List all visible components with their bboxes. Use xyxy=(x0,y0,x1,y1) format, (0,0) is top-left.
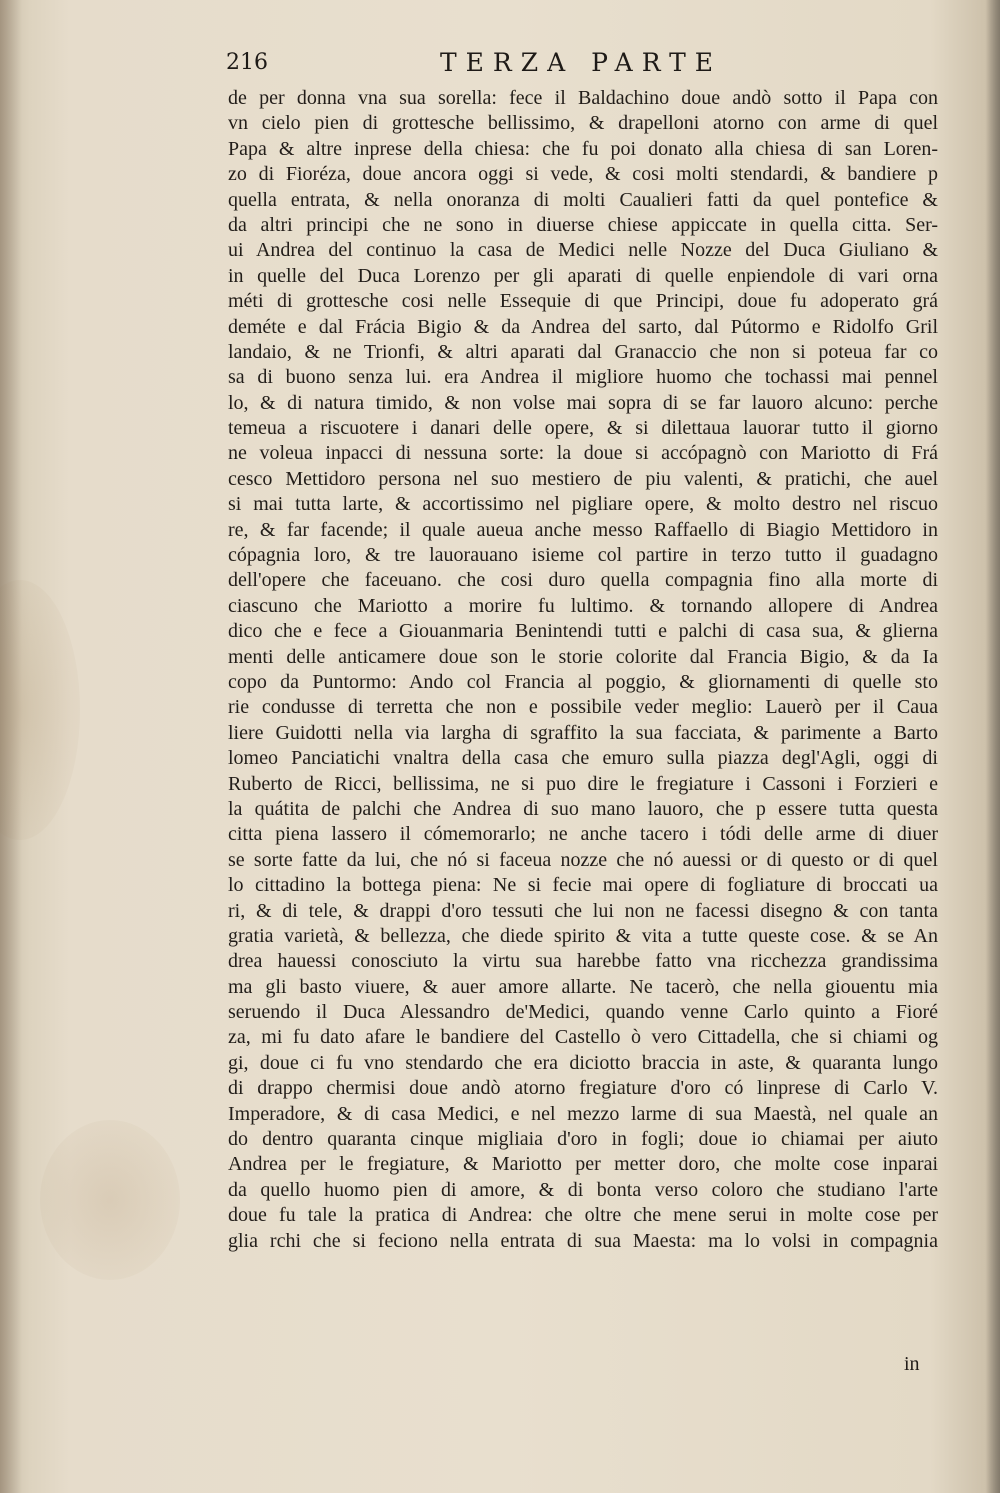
body-text xyxy=(228,86,938,1254)
paper-stain xyxy=(40,1120,180,1280)
text-line: re, & far facende; il quale aueua anche messo Raffaello di Biagio Mettidoro in xyxy=(228,518,938,541)
text-line: temeua a riscuotere i danari delle opere, & si dilettaua lauorar tutto il giorno xyxy=(228,417,938,440)
text-line: da altri principi che ne sono in diuerse chiese appiccate in quella citta. Ser- xyxy=(228,213,938,236)
text-line: lo cittadino la bottega piena: Ne si fecie mai opere di fogliature di broccati ua xyxy=(228,874,938,897)
text-line: cópagnia loro, & tre lauorauano isieme col partire in terzo tutto il guadagno xyxy=(228,544,938,567)
text-line: lomeo Panciatichi vnaltra della casa che emuro sulla piazza degl'Agli, oggi di xyxy=(228,747,938,770)
text-line: seruendo il Duca Alessandro de'Medici, quando venne Carlo quinto a Fioré xyxy=(228,1001,938,1024)
text-line: de per donna vna sua sorella: fece il Baldachino doue andò sotto il Papa con xyxy=(228,87,938,109)
text-line: za, mi fu dato afare le bandiere del Castello ò vero Cittadella, che si chiami og xyxy=(228,1026,938,1049)
text-line: di drappo chermisi doue andò atorno fregiature d'oro có linprese di Carlo V. xyxy=(228,1077,938,1100)
text-line: drea hauessi conosciuto la virtu sua harebbe fatto vna ricchezza grandissima xyxy=(228,950,938,973)
text-line: la quátita de palchi che Andrea di suo mano lauoro, che p essere tutta questa xyxy=(228,797,938,820)
text-line: liere Guidotti nella via largha di sgraffito la sua facciata, & parimente a Barto xyxy=(228,721,938,744)
text-line: in quelle del Duca Lorenzo per gli aparati di quelle enpiendole di vari orna xyxy=(228,264,938,287)
text-line: gratia varietà, & bellezza, che diede spirito & vita a tutte queste cose. & se An xyxy=(228,924,938,947)
catchword: in xyxy=(904,1353,920,1375)
text-line: se sorte fatte da lui, che nó si faceua nozze che nó auessi or di questo or di quel xyxy=(228,848,938,871)
text-line: quella entrata, & nella onoranza di molti Caualieri fatti da quel pontefice & xyxy=(228,188,938,211)
text-line: dell'opere che faceuano. che cosi duro quella compagnia fino alla morte di xyxy=(228,569,938,592)
text-line: ri, & di tele, & drappi d'oro tessuti che lui non ne facessi disegno & con tanta xyxy=(228,899,938,922)
text-line: rie condusse di terretta che non e possibile veder meglio: Lauerò per il Caua xyxy=(228,696,938,719)
text-line: glia rchi che si feciono nella entrata di sua Maesta: ma lo volsi in compagnia xyxy=(228,1229,938,1252)
text-line: vn cielo pien di grottesche bellissimo, & drapelloni atorno con arme di quel xyxy=(228,112,938,135)
text-line: ne voleua inpacci di nessuna sorte: la doue si accópagnò con Mariotto di Frá xyxy=(228,442,938,465)
text-line: cesco Mettidoro persona nel suo mestiero de piu valenti, & pratichi, che auel xyxy=(228,467,938,490)
text-line: copo da Puntormo: Ando col Francia al poggio, & gliornamenti di quelle sto xyxy=(228,670,938,693)
text-line: zo di Fioréza, doue ancora oggi si vede, & cosi molti stendardi, & bandiere p xyxy=(228,163,938,186)
text-line: lo, & di natura timido, & non volse mai sopra di se far lauoro alcuno: perche xyxy=(228,391,938,414)
page-edge xyxy=(986,0,1000,1493)
text-line: Ruberto de Ricci, bellissima, ne si puo dire le fregiature i Cassoni i Forzieri e xyxy=(228,772,938,795)
text-line: sa di buono senza lui. era Andrea il migliore huomo che tochassi mai pennel xyxy=(228,366,938,389)
text-line: citta piena lassero il cómemorarlo; ne anche tacero i tódi delle arme di diuer xyxy=(228,823,938,846)
text-line: si mai tutta larte, & accortissimo nel pigliare opere, & molto destro nel riscuo xyxy=(228,493,938,516)
text-line: landaio, & ne Trionfi, & altri aparati dal Granaccio che non si poteua far co xyxy=(228,340,938,363)
text-line: gi, doue ci fu vno stendardo che era diciotto braccia in aste, & quaranta lungo xyxy=(228,1051,938,1074)
text-line: méti di grottesche cosi nelle Essequie di que Principi, doue fu adoperato grá xyxy=(228,290,938,313)
text-line: ui Andrea del continuo la casa de Medici nelle Nozze del Duca Giuliano & xyxy=(228,239,938,262)
text-line: Andrea per le fregiature, & Mariotto per metter doro, che molte cose inparai xyxy=(228,1153,938,1176)
text-line: da quello huomo pien di amore, & di bonta verso coloro che studiano l'arte xyxy=(228,1178,938,1201)
text-line: doue fu tale la pratica di Andrea: che oltre che mene serui in molte cose per xyxy=(228,1204,938,1227)
text-line: menti delle anticamere doue son le storie colorite dal Francia Bigio, & da Ia xyxy=(228,645,938,668)
text-line: Imperadore, & di casa Medici, e nel mezzo larme di sua Maestà, nel quale an xyxy=(228,1102,938,1125)
paper-stain xyxy=(0,580,80,840)
text-line: Papa & altre inprese della chiesa: che fu poi donato alla chiesa di san Loren- xyxy=(228,137,938,160)
text-line: ciascuno che Mariotto a morire fu lultimo. & tornando allopere di Andrea xyxy=(228,594,938,617)
text-line: deméte e dal Frácia Bigio & da Andrea del sarto, dal Pútormo e Ridolfo Gril xyxy=(228,315,938,338)
running-title: TERZA PARTE xyxy=(440,48,723,77)
text-line: dico che e fece a Giouanmaria Benintendi tutti e palchi di casa sua, & glierna xyxy=(228,620,938,643)
page-number: 216 xyxy=(226,50,268,75)
text-line: do dentro quaranta cinque migliaia d'oro in fogli; doue io chiamai per aiuto xyxy=(228,1128,938,1151)
text-line: ma gli basto viuere, & auer amore allarte. Ne tacerò, che nella giouentu mia xyxy=(228,975,938,998)
